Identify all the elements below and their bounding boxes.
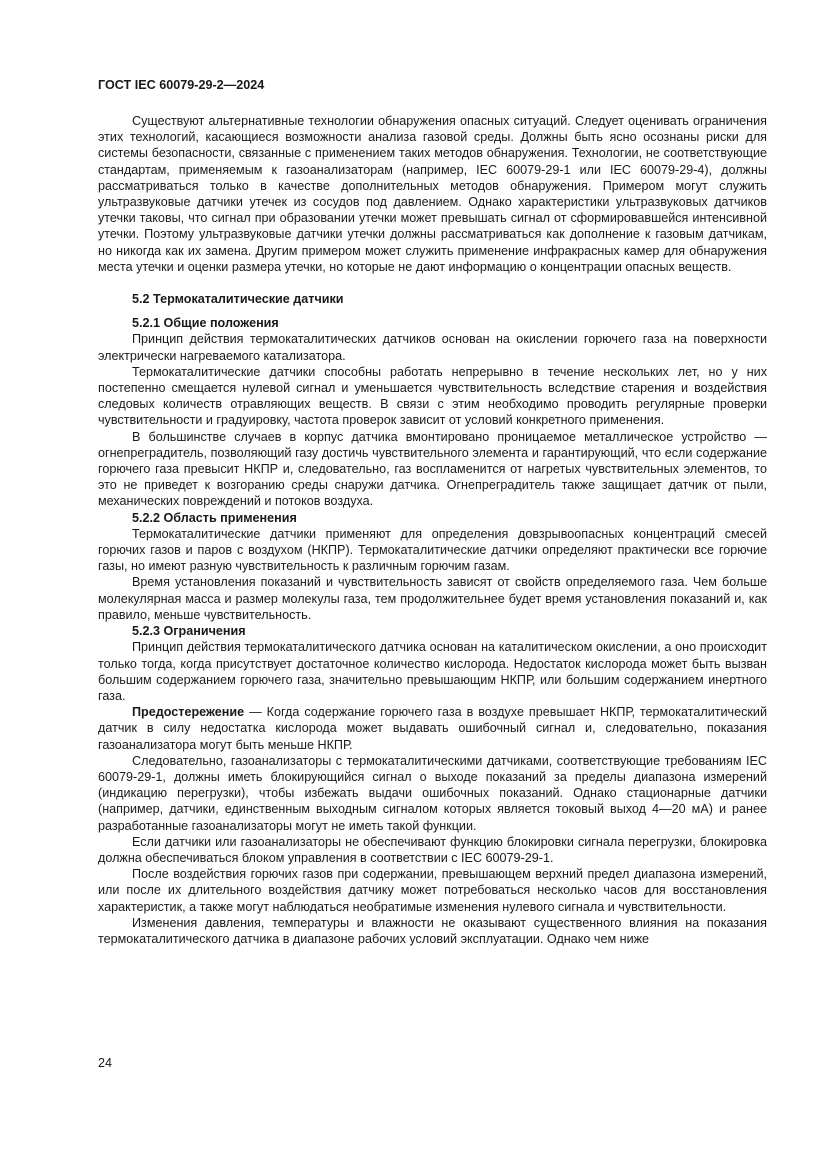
document-body	[98, 113, 767, 947]
section-5-2-2-heading: 5.2.2 Область применения	[132, 510, 297, 525]
section-5-2-3-heading: 5.2.3 Ограничения	[132, 624, 246, 639]
paragraph-5-2-1-c: В большинстве случаев в корпус датчика вмонтировано проницаемое металлическое устройство — огнепреградитель, позволяющий газу достичь чувствительного элемента и гарантирующий, что если содержание горючего газа превысит НКПР и, следовательно, газ воспламенится от нагретых чувствительных элементов, то это не приведет к возгоранию среды снаружи датчика. Огнепреградитель также защищает датчик от пыли, механических повреждений и потоков воздуха.	[98, 429, 767, 509]
intro-paragraph: Существуют альтернативные технологии обнаружения опасных ситуаций. Следует оценивать ограничения этих технологий, касающиеся возможности анализа газовой среды. Должны быть ясно осознаны риски для системы безопасности, связанные с применением таких методов обнаружения. Технологии, не соответствующие стандартам, применяемым к газоанализаторам (например, IEC 60079-29-1 или IEC 60079-29-4), должны рассматриваться только в качестве дополнительных методов обнаружения. Примером могут служить ультразвуковые датчики утечек из сосудов под давлением. Однако характеристики ультразвуковых датчиков утечки таковы, что сигнал при образовании утечки может превышать сигнал от сформировавшейся интенсивной утечки. Поэтому ультразвуковые датчики утечки должны рассматриваться как дополнение к газовым датчикам, но никогда как их замена. Другим примером может служить применение инфракрасных камер для обнаружения места утечки и оценки размера утечки, но которые не дают информацию о концентрации опасных веществ.	[98, 114, 767, 274]
document-header: ГОСТ IEC 60079-29-2—2024	[98, 78, 265, 92]
paragraph-5-2-1-b: Термокаталитические датчики способны работать непрерывно в течение нескольких лет, но у них постепенно смещается нулевой сигнал и уменьшается чувствительность вследствие старения и воздействия следовых количеств отравляющих веществ. В связи с этим необходимо проводить регулярные проверки чувствительности и градуировку, частота проверок зависит от условий конкретного применения.	[98, 364, 767, 428]
paragraph-5-2-3-b: Следовательно, газоанализаторы с термокаталитическими датчиками, соответствующие требованиям IEC 60079-29-1, должны иметь блокирующийся сигнал о выходе показаний за пределы диапазона измерений (индикацию перегрузки), чтобы избежать выдачи ошибочных показаний. Однако стационарные датчики (например, датчики, единственным выходным сигналом которых является токовый выход 4—20 мА) и ранее разработанные газоанализаторы могут не иметь такой функции.	[98, 753, 767, 833]
warning-paragraph	[98, 704, 767, 753]
paragraph-5-2-3-d: После воздействия горючих газов при содержании, превышающем верхний предел диапазона измерений, или после их длительного воздействия датчику может потребоваться несколько часов для восстановления характеристик, а также могут наблюдаться необратимые изменения нулевого сигнала и чувствительности.	[98, 867, 767, 914]
paragraph-5-2-3-c: Если датчики или газоанализаторы не обеспечивают функцию блокировки сигнала перегрузки, блокировка должна обеспечиваться блоком управления в соответствии с IEC 60079-29-1.	[98, 834, 767, 865]
paragraph-5-2-2-b: Время установления показаний и чувствительность зависят от свойств определяемого газа. Чем больше молекулярная масса и размер молекулы газа, тем продолжительнее будет время установления показаний и, как правило, меньше чувствительность.	[98, 575, 767, 622]
warning-text: — Когда содержание горючего газа в воздухе превышает НКПР, термокаталитический датчик в силу недостатка кислорода может выдавать ошибочный сигнал и, следовательно, показания газоанализатора могут быть меньше НКПР.	[98, 705, 767, 752]
paragraph-5-2-3-e: Изменения давления, температуры и влажности не оказывают существенного влияния на показания термокаталитического датчика в диапазоне рабочих условий эксплуатации. Однако чем ниже	[98, 915, 767, 946]
warning-label: Предостережение	[132, 705, 245, 720]
section-5-2-heading: 5.2 Термокаталитические датчики	[132, 292, 344, 307]
paragraph-5-2-1-a: Принцип действия термокаталитических датчиков основан на окислении горючего газа на поверхности электрически нагреваемого катализатора.	[98, 332, 767, 363]
page-number: 24	[98, 1056, 113, 1070]
paragraph-5-2-3-a: Принцип действия термокаталитического датчика основан на каталитическом окислении, а оно происходит только тогда, когда присутствует достаточное количество кислорода. Недостаток кислорода может быть вызван большим содержанием горючего газа, значительно превышающим НКПР, или большим содержанием инертного газа.	[98, 640, 767, 703]
paragraph-5-2-2-a: Термокаталитические датчики применяют для определения довзрывоопасных концентраций смесей горючих газов и паров с воздухом (НКПР). Термокаталитические датчики определяют практически все горючие газы, но имеют разную чувствительность к различным горючим газам.	[98, 526, 767, 574]
section-5-2-1-heading: 5.2.1 Общие положения	[132, 316, 279, 331]
